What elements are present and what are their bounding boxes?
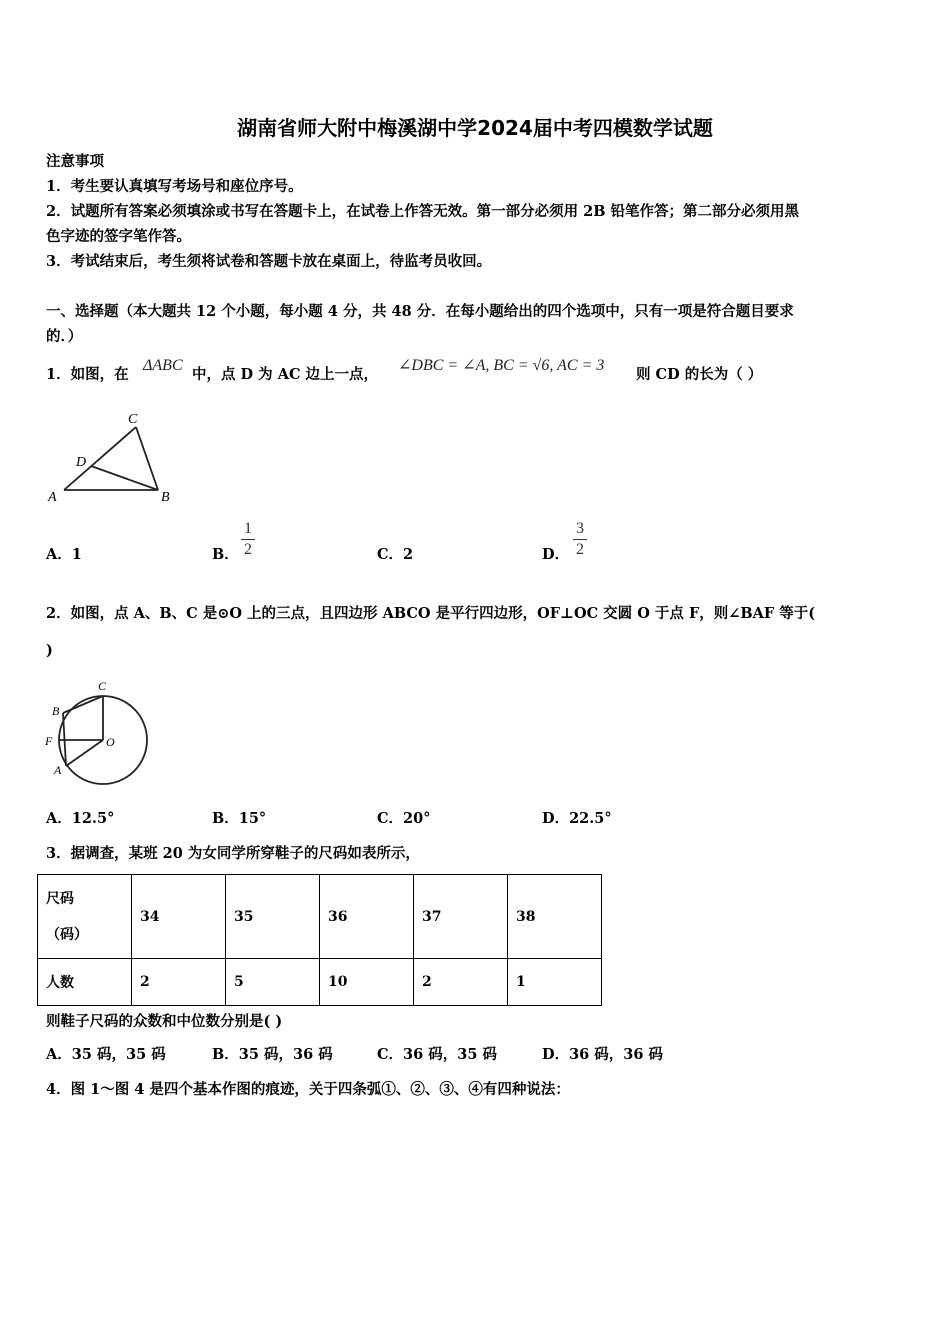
q3-question: 则鞋子尺码的众数和中位数分别是( ) bbox=[46, 1013, 283, 1030]
notice-item-1: 1．考生要认真填写考场号和座位序号。 bbox=[46, 178, 303, 195]
segment-ao bbox=[66, 740, 103, 766]
table-row-size bbox=[38, 875, 602, 959]
fraction-bar bbox=[241, 539, 255, 540]
fraction-numerator: 3 bbox=[576, 520, 584, 537]
shoe-size-table bbox=[37, 874, 602, 1006]
q1-option-a: A．1 bbox=[46, 546, 82, 563]
table-cell: 37 bbox=[414, 875, 508, 959]
q2-circle-figure bbox=[38, 678, 158, 790]
table-header-count: 人数 bbox=[38, 959, 132, 1006]
table-cell: 38 bbox=[508, 875, 602, 959]
label-c: C bbox=[98, 679, 107, 693]
label-b: B bbox=[52, 704, 60, 718]
q2-stem-cont: ) bbox=[46, 642, 53, 659]
label-b: B bbox=[161, 490, 170, 505]
q2-option-b: B．15° bbox=[212, 810, 267, 827]
label-o: O bbox=[106, 735, 115, 749]
label-f: F bbox=[45, 734, 53, 748]
table-header-size bbox=[38, 875, 132, 959]
q1-mid: 中，点 D 为 AC 边上一点， bbox=[192, 366, 379, 383]
header-size-line2: （码） bbox=[46, 926, 88, 943]
q1-suffix: 则 CD 的长为（ ） bbox=[636, 366, 763, 383]
table-cell: 36 bbox=[320, 875, 414, 959]
q3-stem: 3．据调查，某班 20 为女同学所穿鞋子的尺码如表所示， bbox=[46, 845, 420, 862]
q1-prefix: 1．如图，在 bbox=[46, 366, 129, 383]
q1-option-b-label: B． bbox=[212, 546, 239, 563]
notice-item-2: 2．试题所有答案必须填涂或书写在答题卡上，在试卷上作答无效。第一部分必须用 2B 铅笔作答；第二部分必须用黑 bbox=[46, 203, 800, 220]
notice-item-3: 3．考试结束后，考生须将试卷和答题卡放在桌面上，待监考员收回。 bbox=[46, 253, 492, 270]
q1-option-b-fraction bbox=[241, 520, 255, 559]
fraction-denominator: 2 bbox=[244, 541, 252, 558]
q3-option-d: D．36 码，36 码 bbox=[542, 1046, 664, 1063]
fraction-bar bbox=[573, 539, 587, 540]
table-cell: 34 bbox=[132, 875, 226, 959]
segment-ac bbox=[64, 427, 136, 490]
section-heading: 一、选择题（本大题共 12 个小题，每小题 4 分，共 48 分．在每小题给出的四个选项中，只有一项是符合题目要求 bbox=[46, 303, 794, 320]
segment-cb bbox=[136, 427, 158, 490]
table-cell: 2 bbox=[132, 959, 226, 1006]
q1-math-triangle: ΔABC bbox=[143, 357, 183, 374]
page-title: 湖南省师大附中梅溪湖中学2024届中考四模数学试题 bbox=[237, 116, 713, 140]
fraction-numerator: 1 bbox=[244, 520, 252, 537]
q2-option-a: A．12.5° bbox=[46, 810, 115, 827]
q1-math-condition: ∠DBC = ∠A, BC = √6, AC = 3 bbox=[398, 357, 605, 374]
q2-option-d: D．22.5° bbox=[542, 810, 612, 827]
q2-stem: 2．如图，点 A、B、C 是⊙O 上的三点，且四边形 ABCO 是平行四边形，OF⊥OC 交圆 O 于点 F，则∠BAF 等于( bbox=[46, 605, 816, 622]
segment-cb bbox=[63, 696, 103, 713]
table-cell: 5 bbox=[226, 959, 320, 1006]
q1-option-d-label: D． bbox=[542, 546, 570, 563]
header-size-line1: 尺码 bbox=[46, 890, 74, 907]
label-a: A bbox=[48, 490, 57, 505]
q3-option-c: C．36 码，35 码 bbox=[377, 1046, 497, 1063]
q2-option-c: C．20° bbox=[377, 810, 431, 827]
q3-option-b: B．35 码，36 码 bbox=[212, 1046, 333, 1063]
notice-heading: 注意事项 bbox=[46, 153, 104, 170]
label-a: A bbox=[54, 763, 62, 777]
table-cell: 35 bbox=[226, 875, 320, 959]
table-row-count bbox=[38, 959, 602, 1006]
table-cell: 2 bbox=[414, 959, 508, 1006]
fraction-denominator: 2 bbox=[576, 541, 584, 558]
segment-db bbox=[91, 466, 158, 490]
q1-option-d-fraction bbox=[573, 520, 587, 559]
label-d: D bbox=[76, 455, 87, 470]
table-cell: 1 bbox=[508, 959, 602, 1006]
notice-item-2-cont: 色字迹的签字笔作答。 bbox=[46, 228, 191, 245]
q3-option-a: A．35 码，35 码 bbox=[46, 1046, 166, 1063]
q1-option-c: C．2 bbox=[377, 546, 414, 563]
table-cell: 10 bbox=[320, 959, 414, 1006]
q4-stem: 4．图 1～图 4 是四个基本作图的痕迹，关于四条弧①、②、③、④有四种说法： bbox=[46, 1081, 570, 1098]
q1-triangle-figure bbox=[40, 405, 190, 505]
label-c: C bbox=[128, 412, 138, 427]
section-heading-cont: 的．） bbox=[46, 328, 83, 345]
